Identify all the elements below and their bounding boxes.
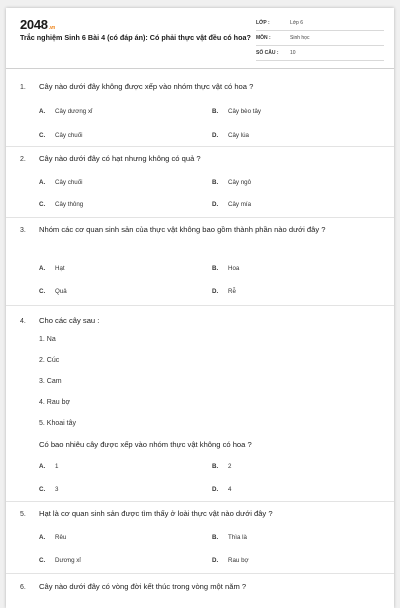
option-b[interactable] [212, 179, 251, 186]
option-c[interactable] [39, 132, 83, 139]
option-d[interactable] [212, 486, 231, 493]
option-text: Rễ [228, 288, 236, 295]
meta-label: SỐ CÂU : [256, 50, 279, 56]
question-subtext: Có bao nhiêu cây được xếp vào nhóm thực vật không có hoa ? [39, 440, 252, 449]
list-item: 5. Khoai tây [39, 420, 76, 427]
meta-row-count [256, 48, 384, 61]
option-letter: B. [212, 108, 219, 115]
option-letter: A. [39, 534, 46, 541]
question-text: Cho các cây sau : [39, 316, 100, 325]
option-letter: D. [212, 201, 219, 208]
option-text: Quả [55, 288, 67, 295]
list-item: 2. Cúc [39, 357, 60, 364]
question-text: Cây nào dưới đây có hạt nhưng không có quả ? [39, 154, 201, 163]
option-letter: A. [39, 179, 46, 186]
option-text: Cây lúa [228, 132, 249, 139]
question-number: 3. [20, 227, 26, 234]
option-b[interactable] [212, 108, 261, 115]
option-b[interactable] [212, 265, 239, 272]
option-text: 2 [228, 463, 232, 470]
meta-row-class [256, 18, 384, 31]
option-a[interactable] [39, 179, 83, 186]
option-text: Cây bèo tây [228, 108, 262, 115]
option-letter: A. [39, 265, 46, 272]
option-letter: D. [212, 486, 219, 493]
option-c[interactable] [39, 201, 83, 208]
option-letter: B. [212, 179, 219, 186]
option-letter: C. [39, 132, 46, 139]
option-text: 3 [55, 486, 59, 493]
logo-main: 2048 [20, 17, 48, 32]
option-text: Rêu [55, 534, 67, 541]
option-text: Hoa [228, 265, 240, 272]
option-d[interactable] [212, 132, 249, 139]
option-text: Cây thông [55, 201, 84, 208]
option-text: Cây mía [228, 201, 252, 208]
option-d[interactable] [212, 201, 251, 208]
option-letter: A. [39, 108, 46, 115]
option-text: Cây chuối [55, 132, 83, 139]
question-separator [6, 305, 394, 306]
option-letter: B. [212, 534, 219, 541]
logo-sub: .vn [48, 25, 56, 31]
option-letter: B. [212, 463, 219, 470]
list-item: 1. Na [39, 336, 56, 343]
question-text: Cây nào dưới đây có vòng đời kết thúc trong vòng một năm ? [39, 582, 247, 591]
meta-value: Lớp 6 [290, 20, 304, 26]
option-letter: A. [39, 463, 46, 470]
list-item: 3. Cam [39, 378, 62, 385]
question-number: 1. [20, 84, 26, 91]
option-letter: B. [212, 265, 219, 272]
option-text: Cây ngô [228, 179, 252, 186]
header-divider [6, 68, 394, 69]
question-text: Cây nào dưới đây không được xếp vào nhóm thực vật có hoa ? [39, 82, 254, 91]
option-text: Rau bợ [228, 557, 249, 564]
option-text: Thìa là [228, 534, 247, 541]
question-separator [6, 501, 394, 502]
option-letter: C. [39, 288, 46, 295]
meta-row-subject [256, 33, 384, 46]
option-text: 1 [55, 463, 59, 470]
quiz-header [6, 8, 394, 64]
option-letter: D. [212, 288, 219, 295]
option-c[interactable] [39, 486, 58, 493]
question-text: Nhóm các cơ quan sinh sản của thực vật không bao gồm thành phần nào dưới đây ? [39, 225, 326, 234]
question-separator [6, 573, 394, 574]
option-letter: D. [212, 557, 219, 564]
quiz-page [6, 8, 394, 608]
question-number: 6. [20, 584, 26, 591]
option-b[interactable] [212, 463, 231, 470]
question-separator [6, 146, 394, 147]
option-a[interactable] [39, 108, 92, 115]
option-a[interactable] [39, 265, 65, 272]
option-d[interactable] [212, 288, 236, 295]
option-a[interactable] [39, 534, 66, 541]
question-number: 2. [20, 156, 26, 163]
option-text: Dương xỉ [55, 557, 81, 564]
question-number: 4. [20, 318, 26, 325]
option-b[interactable] [212, 534, 247, 541]
option-d[interactable] [212, 557, 249, 564]
option-letter: D. [212, 132, 219, 139]
option-a[interactable] [39, 463, 58, 470]
meta-label: LỚP : [256, 20, 270, 26]
quiz-meta [256, 18, 384, 63]
option-letter: C. [39, 486, 46, 493]
option-text: Cây chuối [55, 179, 83, 186]
option-c[interactable] [39, 557, 81, 564]
site-logo[interactable] [20, 17, 55, 32]
option-letter: C. [39, 557, 46, 564]
meta-label: MÔN : [256, 35, 271, 41]
option-c[interactable] [39, 288, 67, 295]
option-text: 4 [228, 486, 232, 493]
question-text: Hạt là cơ quan sinh sản được tìm thấy ở loài thực vật nào dưới đây ? [39, 509, 273, 518]
list-item: 4. Rau bợ [39, 399, 71, 406]
question-separator [6, 217, 394, 218]
meta-value: Sinh học [290, 35, 310, 41]
meta-value: 10 [290, 50, 296, 56]
option-text: Cây dương xỉ [55, 108, 93, 115]
option-text: Hạt [55, 265, 65, 272]
question-number: 5. [20, 511, 26, 518]
quiz-title: Trắc nghiệm Sinh 6 Bài 4 (có đáp án): Có phải thực vật đều có hoa? [20, 33, 251, 42]
option-letter: C. [39, 201, 46, 208]
